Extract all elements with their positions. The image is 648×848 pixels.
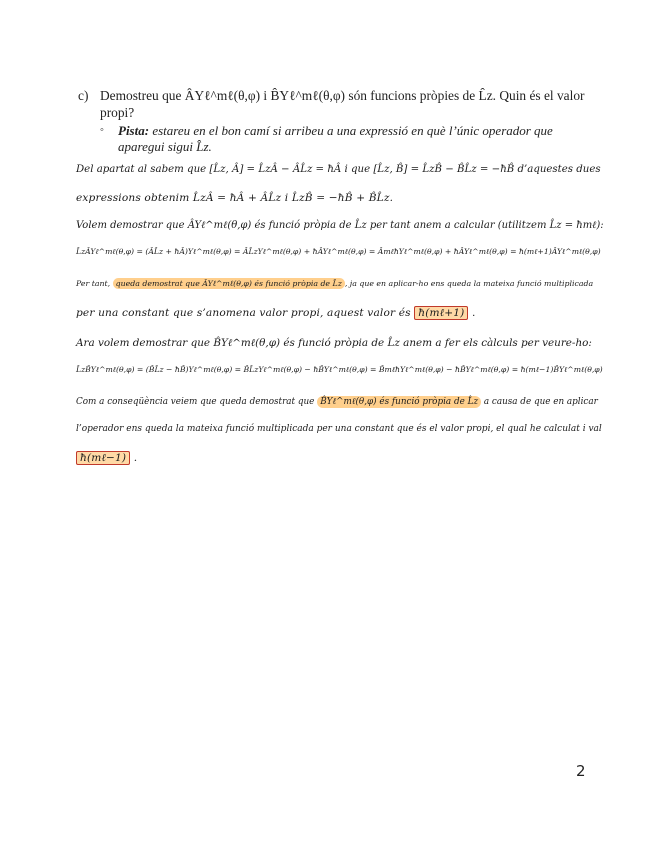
line11-end: .: [133, 452, 138, 464]
question-text: Demostreu que ÂYℓ^mℓ(θ,φ) i B̂Yℓ^mℓ(θ,φ) són funcions pròpies de L̂z. Quin és el valor propi?: [100, 88, 585, 120]
hint-bullet: ◦: [100, 124, 104, 136]
highlight-conclusion-a: queda demostrat que ÂYℓ^mℓ(θ,φ) és funció pròpia de L̂z: [113, 278, 345, 289]
handwritten-line-1: Del apartat al sabem que [L̂z, Â] = L̂zÂ − ÂL̂z = ħÂ i que [L̂z, B̂] = L̂zB̂ − B̂L̂z = −ħB̂ d’aquestes dues: [76, 164, 601, 175]
question-label: c): [78, 88, 89, 103]
line6-end: .: [472, 307, 476, 319]
eigenvalue-b-box: ħ(mℓ−1): [76, 451, 130, 465]
eigenvalue-a-box: ħ(mℓ+1): [414, 306, 468, 320]
handwritten-line-5: [76, 279, 593, 288]
line5-end: , ja que en aplicar-ho ens queda la mateixa funció multiplicada: [344, 279, 594, 288]
highlight-conclusion-b: B̂Yℓ^mℓ(θ,φ) és funció pròpia de L̂z: [317, 396, 481, 408]
handwritten-line-7: Ara volem demostrar que B̂Yℓ^mℓ(θ,φ) és funció pròpia de L̂z anem a fer els càlculs per veure-ho:: [76, 337, 592, 349]
hint-bold-label: Pista:: [118, 123, 150, 138]
line5-start: Per tant,: [76, 279, 111, 288]
handwritten-line-9: [76, 396, 598, 407]
handwritten-line-3: Volem demostrar que ÂYℓ^mℓ(θ,φ) és funció pròpia de L̂z per tant anem a calcular (utilitzem L̂z = ħmℓ):: [76, 220, 604, 231]
handwritten-line-8: L̂zB̂Yℓ^mℓ(θ,φ) = (B̂L̂z − ħB̂)Yℓ^mℓ(θ,φ) = B̂L̂zYℓ^mℓ(θ,φ) − ħB̂Yℓ^mℓ(θ,φ) = B̂mℓħYℓ^mℓ(θ,φ) − ħB̂Yℓ^mℓ(θ,φ) = ħ(mℓ−1)B̂Yℓ^mℓ(θ,φ): [76, 365, 603, 374]
handwritten-line-11: [76, 452, 137, 464]
hint-body: [118, 123, 596, 155]
handwritten-line-6: [76, 307, 476, 319]
handwritten-line-4: L̂zÂYℓ^mℓ(θ,φ) = (ÂL̂z + ħÂ)Yℓ^mℓ(θ,φ) = ÂL̂zYℓ^mℓ(θ,φ) + ħÂYℓ^mℓ(θ,φ) = ÂmℓħYℓ^mℓ(θ,φ) + ħÂYℓ^mℓ(θ,φ) = ħ(mℓ+1)ÂYℓ^mℓ(θ,φ): [76, 247, 601, 256]
line9-end: a causa de que en aplicar: [483, 397, 598, 407]
line9-start: Com a conseqüència veiem que queda demostrat que: [76, 397, 315, 407]
hint-text: estareu en el bon camí si arribeu a una expressió en què l’únic operador que aparegui sigui L̂z.: [118, 123, 553, 154]
handwritten-line-10: l’operador ens queda la mateixa funció multiplicada per una constant que és el valor propi, el qual he calculat i val: [76, 424, 602, 434]
handwritten-line-2: expressions obtenim L̂zÂ = ħÂ + ÂL̂z i L̂zB̂ = −ħB̂ + B̂L̂z.: [76, 192, 394, 204]
page-number: 2: [576, 762, 586, 780]
line6-start: per una constant que s’anomena valor propi, aquest valor és: [76, 307, 411, 319]
